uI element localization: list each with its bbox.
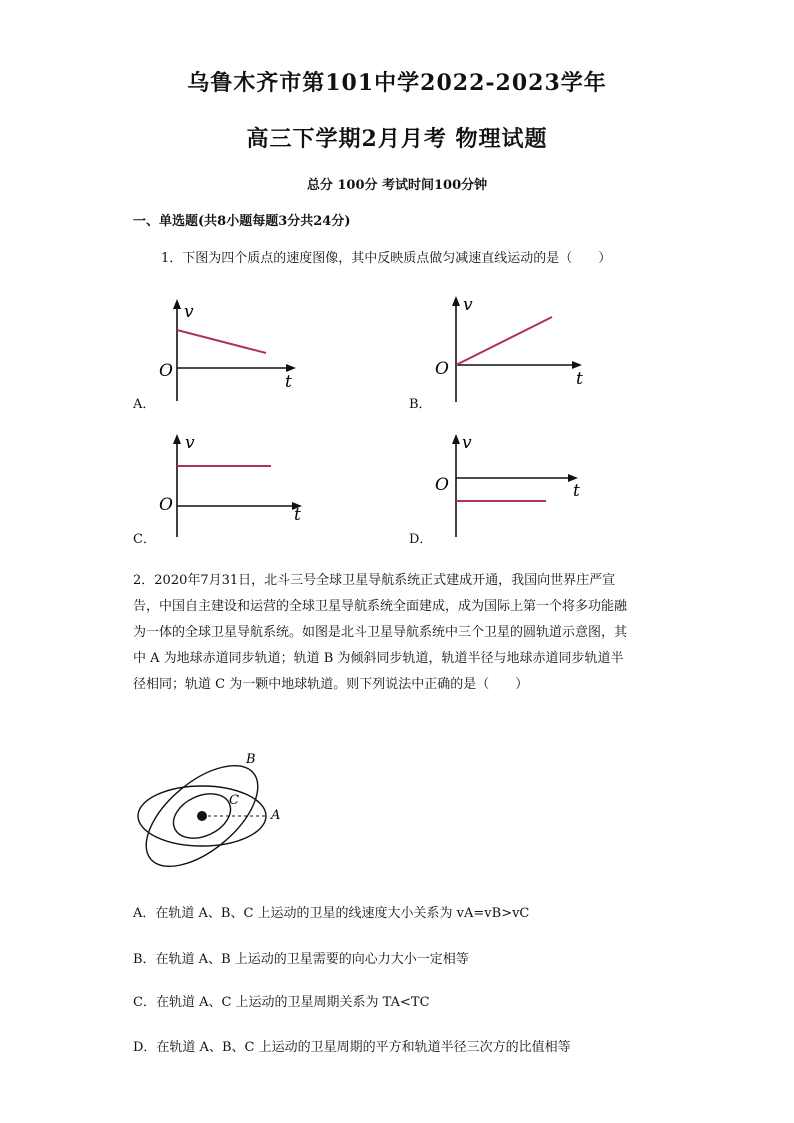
option-b-label: B． xyxy=(409,397,432,412)
page-title: 乌鲁木齐市第101中学2022-2023学年 xyxy=(187,70,607,96)
v-axis-label: v xyxy=(462,433,472,453)
orbit-c-label: C xyxy=(229,793,239,808)
t-axis-label: t xyxy=(285,372,292,392)
question-2-line: 2．2020年7月31日，北斗三号全球卫星导航系统正式建成开通，我国向世界庄严宣 xyxy=(133,573,616,588)
t-axis-label: t xyxy=(573,481,580,501)
graph-d xyxy=(428,430,593,540)
option-d-label: D． xyxy=(409,532,433,547)
origin-label: O xyxy=(435,359,449,379)
question-2-line: 为一体的全球卫星导航系统。如图是北斗卫星导航系统中三个卫星的圆轨道示意图，其 xyxy=(133,625,628,640)
exam-info: 总分 100分 考试时间100分钟 xyxy=(306,178,488,193)
origin-label: O xyxy=(435,475,449,495)
velocity-line-a xyxy=(177,330,266,353)
v-axis-label: v xyxy=(184,302,194,322)
question-1-stem: 1．下图为四个质点的速度图像，其中反映质点做匀减速直线运动的是（ ） xyxy=(161,251,612,266)
graph-b xyxy=(428,290,598,405)
q2-option-d: D．在轨道 A、B、C 上运动的卫星周期的平方和轨道半径三次方的比值相等 xyxy=(133,1040,571,1055)
graph-c xyxy=(150,430,315,540)
question-2-line: 径相同；轨道 C 为一颗中地球轨道。则下列说法中正确的是（ ） xyxy=(133,677,529,692)
t-axis-label: t xyxy=(576,369,583,389)
page-title-line2: 高三下学期2月月考 物理试题 xyxy=(246,126,548,152)
origin-label: O xyxy=(159,495,173,515)
orbit-b-label: B xyxy=(246,752,256,767)
option-c-label: C． xyxy=(133,532,156,547)
question-2-line: 告，中国自主建设和运营的全球卫星导航系统全面建成，成为国际上第一个将多功能融 xyxy=(133,599,628,614)
velocity-line-b xyxy=(456,317,552,365)
q2-option-a: A．在轨道 A、B、C 上运动的卫星的线速度大小关系为 vA=vB>vC xyxy=(133,906,530,921)
question-2-line: 中 A 为地球赤道同步轨道；轨道 B 为倾斜同步轨道，轨道半径与地球赤道同步轨道半 xyxy=(133,651,624,666)
question-2-stem xyxy=(133,568,673,698)
t-axis-label: t xyxy=(294,505,301,525)
orbit-a-label: A xyxy=(271,808,281,823)
v-axis-label: v xyxy=(185,433,195,453)
q2-option-c: C．在轨道 A、C 上运动的卫星周期关系为 TA<TC xyxy=(133,995,430,1010)
section-heading: 一、单选题(共8小题每题3分共24分) xyxy=(133,214,351,229)
v-axis-label: v xyxy=(463,295,473,315)
graph-a xyxy=(150,295,310,405)
origin-label: O xyxy=(159,361,173,381)
option-a-label: A． xyxy=(133,397,156,412)
earth-dot xyxy=(197,811,207,821)
orbit-diagram xyxy=(130,745,290,870)
q2-option-b: B．在轨道 A、B 上运动的卫星需要的向心力大小一定相等 xyxy=(133,952,469,967)
